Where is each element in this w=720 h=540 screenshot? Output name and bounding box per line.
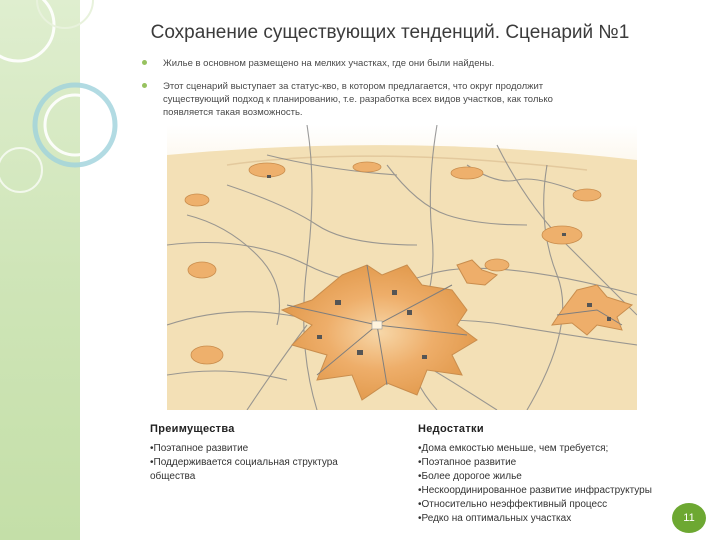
advantages-column — [150, 422, 390, 484]
bullet-list — [135, 57, 605, 129]
disadvantage-item: •Относительно неэффективный процесс — [418, 499, 608, 510]
bullet-text: Этот сценарий выступает за статус-кво, в котором предлагается, что округ продолжит существующий подход к планированию, т.е. разработка всех видов участков, как только появляется такая возможность. — [163, 81, 553, 118]
disadvantages-heading: Недостатки — [418, 423, 484, 435]
bullet-item — [135, 80, 605, 119]
bullet-dot-icon — [142, 83, 147, 88]
advantage-item: •Поддерживается социальная структура общества — [150, 457, 338, 482]
advantage-item: •Поэтапное развитие — [150, 443, 249, 454]
disadvantage-item: •Поэтапное развитие — [418, 457, 517, 468]
bullet-dot-icon — [142, 60, 147, 65]
bullet-item — [135, 57, 605, 70]
bullet-text: Жилье в основном размещено на мелких участках, где они были найдены. — [163, 58, 495, 69]
disadvantage-item: •Дома емкостью меньше, чем требуется; — [418, 443, 609, 454]
disadvantage-item: •Редко на оптимальных участках — [418, 513, 572, 524]
page-number-badge: 11 — [672, 503, 706, 533]
advantages-heading: Преимущества — [150, 423, 235, 435]
scenario-map-illustration — [167, 125, 637, 410]
disadvantage-item: •Более дорогое жилье — [418, 471, 522, 482]
disadvantage-item: •Нескоординированное развитие инфраструктуры — [418, 485, 652, 496]
slide-title: Сохранение существующих тенденций. Сценарий №1 — [150, 22, 630, 43]
